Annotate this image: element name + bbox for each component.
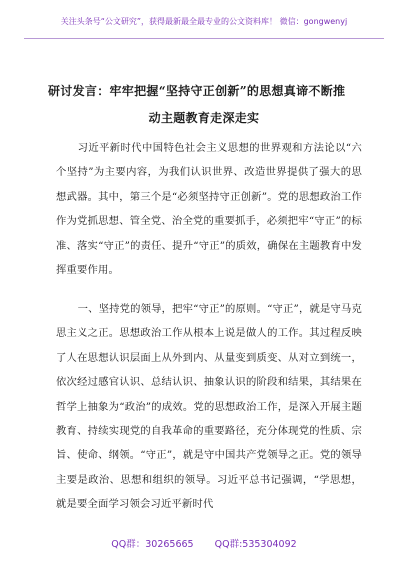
header-note: 关注头条号“公文研究”，获得最新最全最专业的公文资料库！ 微信：gongwenyj [60, 17, 348, 26]
body-paragraph-section-1: 一、坚持党的领导，把牢“守正”的原则。“守正”，就是守马克思主义之正。思想政治工作从根本上说是做人的工作。其过程反映了人在思想认识层面上从外到内、从量变到质变、从对立到统一，依次经过感官认识、总结认识、抽象认识的阶段和结果，其结果在哲学上抽象为“政治”的成效。党的思想政治工作，是深入开展主题教育、持续实现党的自我革命的重要路径，充分体现党的性质、宗旨、使命、纲领。“守正”，就是守中国共产党领导之正。党的领导主要是政治、思想和组织的领导。习近平总书记强调，“学思想，就是要全面学习领会习近平新时代 [56, 303, 362, 511]
footer-contact [0, 536, 408, 550]
title-line-1: 研讨发言：牢牢把握“坚持守正创新”的思想真谛不断推 [48, 84, 346, 98]
document-title [48, 78, 360, 132]
footer-qq-group-2: QQ群:535304092 [214, 539, 297, 550]
body-paragraph-intro: 习近平新时代中国特色社会主义思想的世界观和方法论以“六个坚持”为主要内容，为我们认识世界、改造世界提供了强大的思想武器。其中，第三个是“必须坚持守正创新”。党的思想政治工作作为党抓思想、管全党、治全党的重要抓手，必须把牢“守正”的标准、落实“守正”的责任、提升“守正”的质效，确保在主题教育中发挥重要作用。 [56, 142, 362, 277]
title-line-2: 动主题教育走深走实 [148, 111, 260, 125]
footer-qq-group-1: QQ群：30265665 [111, 539, 194, 550]
header-divider [24, 38, 384, 39]
